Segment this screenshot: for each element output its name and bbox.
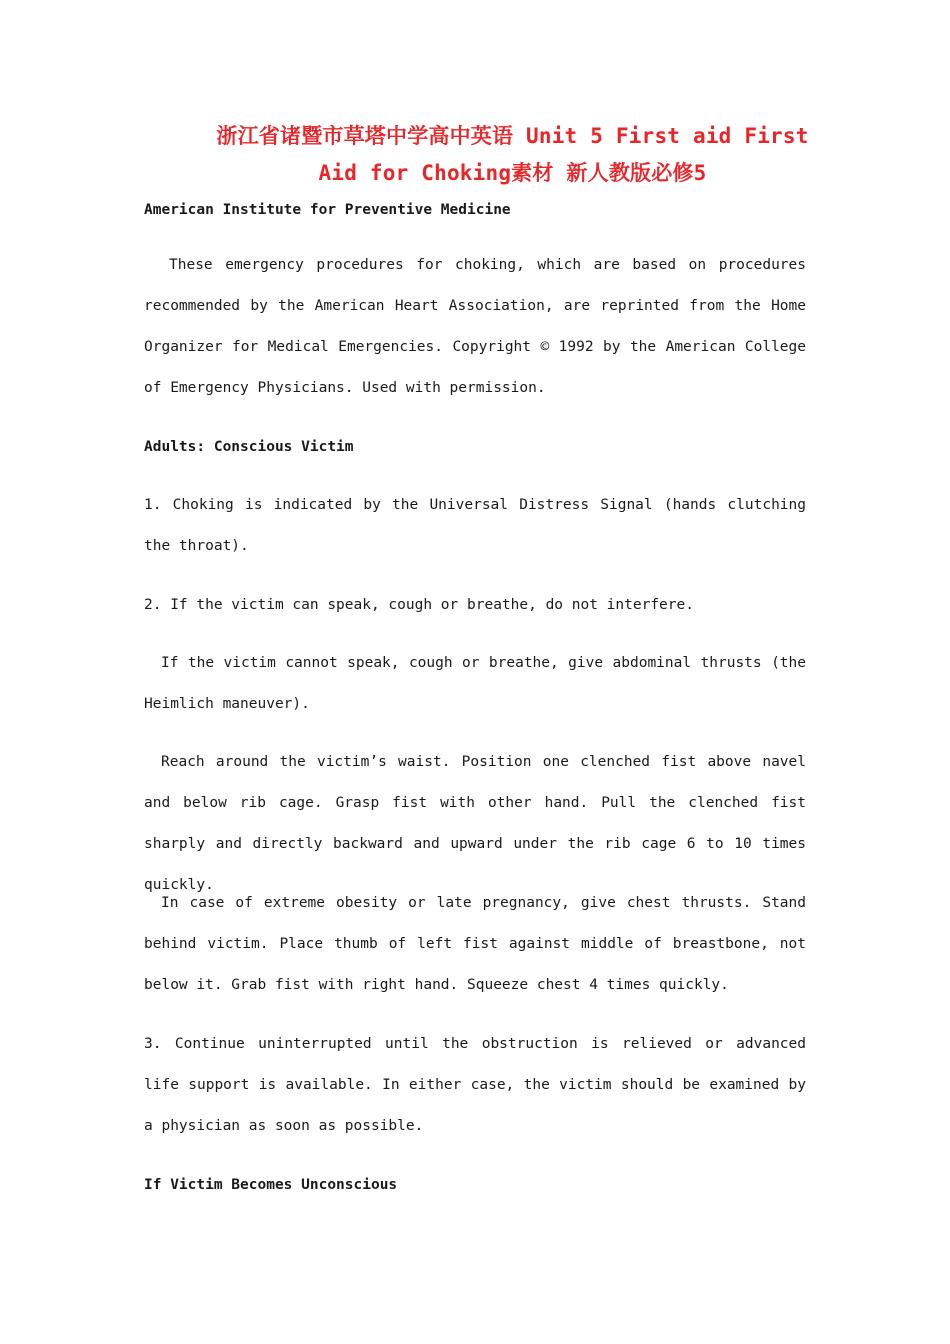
document-title — [150, 118, 875, 192]
step-1-paragraph: 1. Choking is indicated by the Universal Distress Signal (hands clutching the throat). — [144, 497, 806, 554]
step-2-unable-paragraph: If the victim cannot speak, cough or breathe, give abdominal thrusts (the Heimlich maneuver). — [144, 655, 806, 712]
intro-paragraph: These emergency procedures for choking, which are based on procedures recommended by the American Heart Association, are reprinted from the Home Organizer for Medical Emergencies. Copyright © 1992 by the American College of Emergency Physicians. Used with permission. — [144, 257, 806, 396]
title-line-2: Aid for Choking素材 新人教版必修5 — [318, 161, 707, 185]
section-heading-conscious: Adults: Conscious Victim — [144, 439, 354, 455]
source-line: American Institute for Preventive Medicine — [144, 202, 511, 218]
section-heading-unconscious: If Victim Becomes Unconscious — [144, 1177, 398, 1193]
chest-thrust-paragraph: In case of extreme obesity or late pregnancy, give chest thrusts. Stand behind victim. Place thumb of left fist against middle of breastbone, not below it. Grab fist with right hand. Squeeze chest 4 times quickly. — [144, 895, 806, 993]
step-2-paragraph: 2. If the victim can speak, cough or breathe, do not interfere. — [144, 597, 694, 613]
step-3-paragraph: 3. Continue uninterrupted until the obstruction is relieved or advanced life support is available. In either case, the victim should be examined by a physician as soon as possible. — [144, 1036, 806, 1134]
title-line-1: 浙江省诸暨市草塔中学高中英语 Unit 5 First aid First — [216, 124, 809, 148]
abdominal-thrust-paragraph: Reach around the victim’s waist. Position one clenched fist above navel and below rib cage. Grasp fist with other hand. Pull the clenched fist sharply and directly backward and upward under the rib cage 6 to 10 times quickly. — [144, 754, 806, 893]
